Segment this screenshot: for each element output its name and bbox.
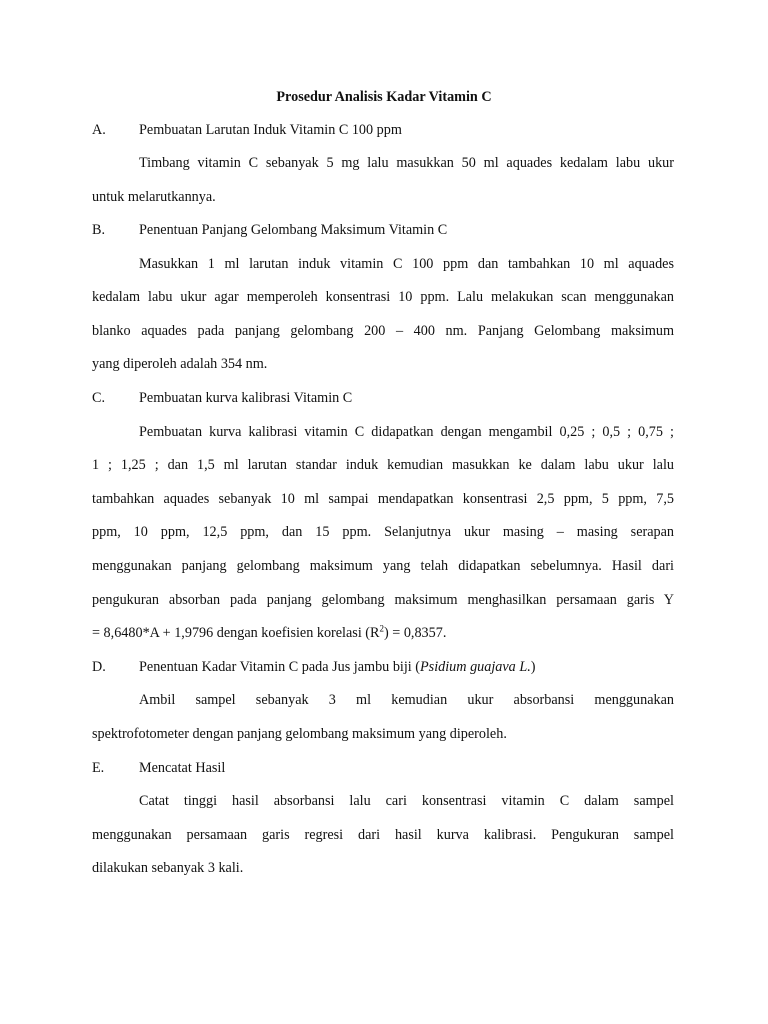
paragraph-line: dilakukan sebanyak 3 kali. xyxy=(92,860,244,876)
paragraph-line: spektrofotometer dengan panjang gelombang maksimum yang diperoleh. xyxy=(92,726,507,742)
superscript-2: 2 xyxy=(379,623,384,634)
document-title: Prosedur Analisis Kadar Vitamin C xyxy=(276,89,492,105)
paragraph-line: kedalam labu ukur agar memperoleh konsentrasi 10 ppm. Lalu melakukan scan menggunakan xyxy=(92,289,674,305)
section-c-title: Pembuatan kurva kalibrasi Vitamin C xyxy=(139,390,353,406)
paragraph-line: menggunakan persamaan garis regresi dari hasil kurva kalibrasi. Pengukuran sampel xyxy=(92,827,674,843)
section-e-title: Mencatat Hasil xyxy=(139,760,226,776)
paragraph-line: menggunakan panjang gelombang maksimum yang telah didapatkan sebelumnya. Hasil dari xyxy=(92,558,674,574)
paragraph-line: Catat tinggi hasil absorbansi lalu cari konsentrasi vitamin C dalam sampel xyxy=(139,793,674,809)
paragraph-line: yang diperoleh adalah 354 nm. xyxy=(92,356,268,372)
section-e-letter: E. xyxy=(92,760,105,776)
paragraph-line: Pembuatan kurva kalibrasi vitamin C didapatkan dengan mengambil 0,25 ; 0,5 ; 0,75 ; xyxy=(139,424,674,440)
paragraph-line: ppm, 10 ppm, 12,5 ppm, dan 15 ppm. Selanjutnya ukur masing – masing serapan xyxy=(92,524,674,540)
paragraph-line: tambahkan aquades sebanyak 10 ml sampai mendapatkan konsentrasi 2,5 ppm, 5 ppm, 7,5 xyxy=(92,491,674,507)
section-c-letter: C. xyxy=(92,390,106,406)
paragraph-line: blanko aquades pada panjang gelombang 200 – 400 nm. Panjang Gelombang maksimum xyxy=(92,323,674,339)
section-a-title: Pembuatan Larutan Induk Vitamin C 100 ppm xyxy=(139,122,402,138)
section-d-title xyxy=(139,658,536,676)
section-d-letter: D. xyxy=(92,659,106,675)
section-b-letter: B. xyxy=(92,222,106,238)
section-b-title: Penentuan Panjang Gelombang Maksimum Vitamin C xyxy=(139,222,448,238)
regression-equation-line xyxy=(92,624,674,642)
paragraph-line: Ambil sampel sebanyak 3 ml kemudian ukur absorbansi menggunakan xyxy=(139,692,674,708)
equation-result: ) = 0,8357. xyxy=(384,625,447,641)
paragraph-line: 1 ; 1,25 ; dan 1,5 ml larutan standar induk kemudian masukkan ke dalam labu ukur lalu xyxy=(92,457,674,473)
section-a-letter: A. xyxy=(92,122,106,138)
species-name: Psidium guajava L. xyxy=(420,659,531,675)
paragraph-line: pengukuran absorban pada panjang gelombang maksimum menghasilkan persamaan garis Y xyxy=(92,592,674,608)
closing-paren: ) xyxy=(530,659,536,675)
paragraph-line: Timbang vitamin C sebanyak 5 mg lalu masukkan 50 ml aquades kedalam labu ukur xyxy=(139,155,674,171)
paragraph-line: Masukkan 1 ml larutan induk vitamin C 100 ppm dan tambahkan 10 ml aquades xyxy=(139,256,674,272)
equation-text: = 8,6480*A + 1,9796 dengan koefisien korelasi (R xyxy=(92,625,380,641)
section-d-title-text: Penentuan Kadar Vitamin C pada Jus jambu biji ( xyxy=(139,659,421,675)
paragraph-line: untuk melarutkannya. xyxy=(92,189,216,205)
